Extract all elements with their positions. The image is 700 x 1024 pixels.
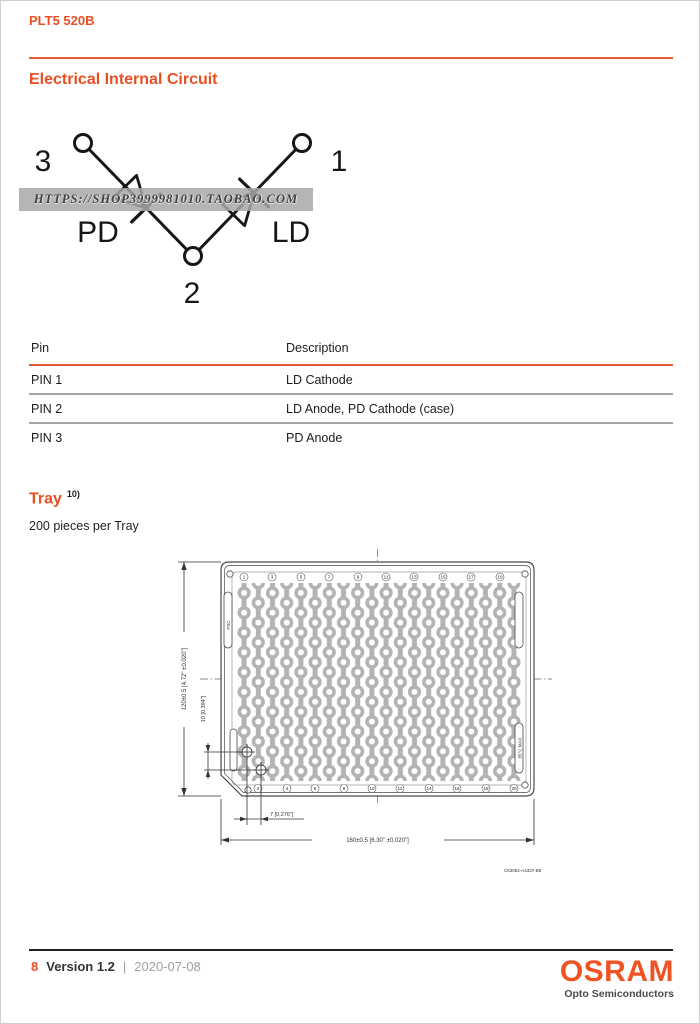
slot-bottom-left — [230, 729, 237, 771]
pin2-terminal — [185, 248, 202, 265]
tray-subtitle: 200 pieces per Tray — [29, 519, 139, 533]
cell-pin: PIN 2 — [31, 402, 63, 416]
osram-logo-wordmark: OSRAM — [559, 955, 674, 988]
cell-desc: LD Cathode — [286, 373, 353, 387]
section-title-electrical: Electrical Internal Circuit — [29, 71, 218, 88]
footer-divider: | — [122, 959, 127, 974]
svg-text:13: 13 — [411, 574, 417, 580]
svg-text:2: 2 — [256, 786, 260, 792]
dim-pitch-v-text: 10 [0.394"] — [201, 695, 207, 723]
circuit-diagram — [21, 119, 381, 314]
table-row — [29, 424, 673, 451]
svg-text:8: 8 — [342, 786, 346, 792]
corner-hole — [522, 782, 528, 788]
pin3-label: 3 — [34, 145, 52, 178]
pin1-label: 1 — [330, 145, 348, 178]
product-title: PLT5 520B — [29, 13, 95, 28]
col-header-desc: Description — [286, 341, 349, 355]
pin-table-header — [29, 337, 673, 366]
svg-text:6: 6 — [313, 786, 317, 792]
svg-text:7: 7 — [327, 574, 331, 580]
osram-logo — [560, 957, 674, 1000]
corner-hole — [245, 787, 251, 793]
svg-text:16: 16 — [454, 786, 460, 792]
svg-text:20: 20 — [511, 786, 517, 792]
cell-desc: PD Anode — [286, 431, 343, 445]
release-date: 2020-07-08 — [134, 959, 201, 974]
slot-top-left — [224, 592, 232, 648]
temp-max-label: 85°C MAX — [517, 737, 523, 759]
pin2-label: 2 — [183, 277, 201, 310]
pocket-grid — [237, 583, 521, 781]
pin1-terminal — [294, 135, 311, 152]
svg-text:14: 14 — [426, 786, 432, 792]
slot-top-right — [515, 592, 523, 648]
header-rule — [29, 57, 673, 59]
ld-label: LD — [271, 216, 311, 249]
drawing-doc-number: C63062-A4337-B9 — [504, 868, 542, 873]
svg-text:19: 19 — [497, 574, 503, 580]
tray-footnote: 10) — [66, 489, 80, 499]
svg-text:18: 18 — [483, 786, 489, 792]
section-title-tray — [29, 489, 80, 508]
svg-text:15: 15 — [440, 574, 446, 580]
svg-text:3: 3 — [270, 574, 274, 580]
footer-rule — [29, 949, 673, 951]
osram-logo-subtitle: Opto Semiconductors — [564, 988, 674, 1000]
cell-desc: LD Anode, PD Cathode (case) — [286, 402, 455, 416]
footer — [31, 959, 201, 974]
pin3-terminal — [75, 135, 92, 152]
tray-title-text: Tray — [29, 490, 62, 508]
dim-pitch-h-text: 7 [0.276"] — [270, 812, 294, 818]
version-label: Version 1.2 — [46, 959, 115, 974]
watermark-banner: HTTPS://SHOP3999981010.TAOBAO.COM — [19, 188, 313, 211]
corner-hole — [522, 571, 528, 577]
svg-text:1: 1 — [242, 574, 246, 580]
cell-pin: PIN 3 — [31, 431, 63, 445]
svg-text:17: 17 — [468, 574, 474, 580]
pd-label: PD — [77, 216, 119, 249]
slot-psc-label: PSC — [226, 620, 231, 630]
table-row — [29, 366, 673, 395]
table-row — [29, 395, 673, 424]
svg-text:4: 4 — [285, 786, 289, 792]
dim-height-text: 120±0.5 [4.72" ±0.020"] — [182, 647, 188, 711]
dim-width-text: 160±0.5 [6.30" ±0.020"] — [346, 838, 409, 844]
svg-text:11: 11 — [383, 574, 389, 580]
tray-drawing — [164, 547, 556, 885]
svg-text:12: 12 — [397, 786, 403, 792]
svg-text:10: 10 — [369, 786, 375, 792]
page-number: 8 — [31, 959, 39, 974]
col-header-pin: Pin — [31, 341, 50, 355]
corner-hole — [227, 571, 233, 577]
svg-text:5: 5 — [299, 574, 303, 580]
pin-table — [29, 337, 673, 451]
cell-pin: PIN 1 — [31, 373, 63, 387]
svg-text:9: 9 — [356, 574, 360, 580]
